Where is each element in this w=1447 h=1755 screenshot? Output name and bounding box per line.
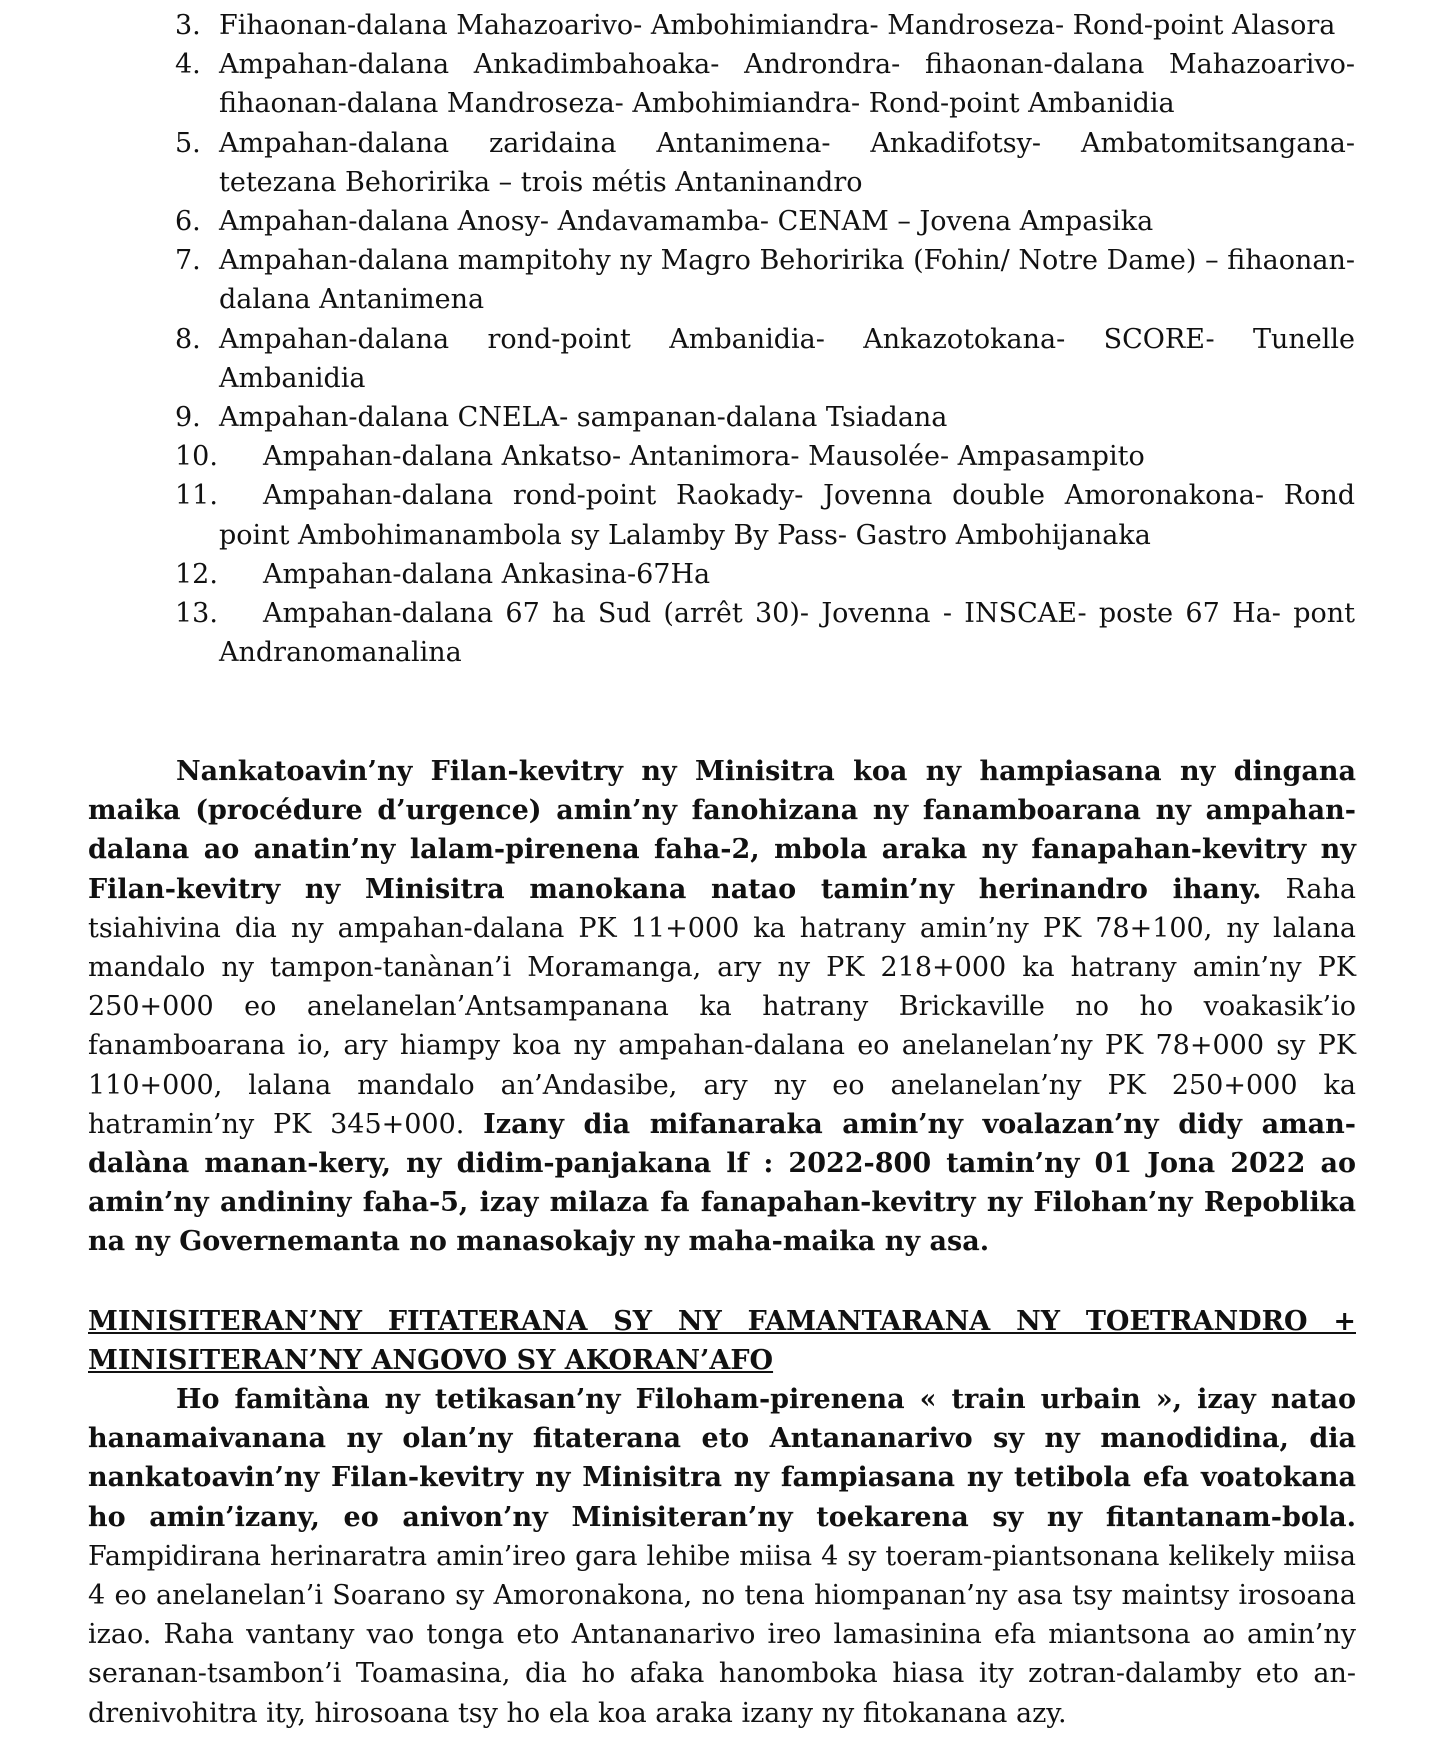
list-item (175, 241, 1355, 319)
list-item-text: Ampahan-dalana zaridaina Antanimena- Ankadifotsy- Ambatomitsangana- tetezana Behoririka – trois métis Antaninandro (219, 127, 1355, 198)
list-item-text: Ampahan-dalana Anosy- Andavamamba- CENAM – Jovena Ampasika (219, 206, 1154, 238)
list-item-text: Ampahan-dalana Ankadimbahoaka- Androndra- fihaonan-dalana Mahazoarivo- fihaonan-dalana Mandroseza- Ambohimiandra- Rond-point Ambanidia (219, 49, 1355, 120)
list-item (175, 202, 1355, 241)
list-item-number: 13. (175, 598, 218, 630)
list-item-number: 4. (175, 49, 201, 81)
list-item (175, 555, 1355, 594)
list-item (175, 45, 1355, 123)
list-item-text: Ampahan-dalana CNELA- sampanan-dalana Tsiadana (219, 402, 948, 434)
list-item-text: Ampahan-dalana rond-point Raokady- Jovenna double Amoronakona- Rond point Ambohimanambola sy Lalamby By Pass- Gastro Ambohijanaka (219, 480, 1355, 551)
list-item-number: 7. (175, 245, 201, 277)
list-item (175, 124, 1355, 202)
list-item-text: Ampahan-dalana mampitohy ny Magro Behoririka (Fohin/ Notre Dame) – fihaonan-dalana Antanimena (219, 245, 1355, 316)
list-item (175, 476, 1355, 554)
list-item-number: 9. (175, 402, 201, 434)
paragraph-train-urbain (88, 1380, 1356, 1733)
list-item-number: 10. (175, 441, 218, 473)
road-section-list (175, 6, 1355, 672)
list-item-number: 11. (175, 480, 218, 512)
paragraph-body: Fampidirana herinaratra amin’ireo gara lehibe miisa 4 sy toeram-piantsonana kelikely miisa 4 eo anelanelan’i Soarano sy Amoronakona, no tena hiompanan’ny asa tsy maintsy irosoana izao. Raha vantany vao tonga eto Antananarivo ireo lamasinina efa miantsona ao amin’ny seranan-tsambon’i Toamasina, dia ho afaka hanomboka hiasa ity zotran-dalamby eto an-drenivohitra ity, hirosoana tsy ho ela koa araka izany ny fitokanana azy. (88, 1540, 1356, 1729)
list-item-number: 3. (175, 10, 201, 41)
paragraph-body: Raha tsiahivina dia ny ampahan-dalana PK 11+000 ka hatrany amin’ny PK 78+100, ny lalana mandalo ny tampon-tanànan’i Moramanga, ary ny PK 218+000 ka hatrany amin’ny PK 250+000 eo anelanelan’Antsampanana ka hatrany Brickaville no ho voakasik’io fanamboarana io, ary hiampy koa ny ampahan-dalana eo anelanelan’ny PK 78+000 sy PK 110+000, lalana mandalo an’Andasibe, ary ny eo anelanelan’ny PK 250+000 ka hatramin’ny PK 345+000. (88, 873, 1356, 1140)
list-item-text: Ampahan-dalana Ankasina-67Ha (263, 558, 711, 590)
list-item-text: Ampahan-dalana 67 ha Sud (arrêt 30)- Jovenna - INSCAE- poste 67 Ha- pont Andranomanalina (219, 598, 1355, 669)
list-item-number: 6. (175, 206, 201, 238)
paragraph-bold-intro: Nankatoavin’ny Filan-kevitry ny Minisitra koa ny hampiasana ny dingana maika (procédure d’urgence) amin’ny fanohizana ny fanamboarana ny ampahan-dalana ao anatin’ny lalam-pirenena faha-2, mbola araka ny fanapahan-kevitry ny Filan-kevitry ny Minisitra manokana natao tamin’ny herinandro ihany. (88, 756, 1356, 905)
paragraph-bold-intro: Ho famitàna ny tetikasan’ny Filoham-pirenena « train urbain », izay natao hanamaivanana ny olan’ny fitaterana eto Antananarivo sy ny manodidina, dia nankatoavin’ny Filan-kevitry ny Minisitra ny fampiasana ny tetibola efa voatokana ho amin’izany, eo anivon’ny Minisiteran’ny toekarena sy ny fitantanam-bola. (88, 1384, 1356, 1533)
list-item-text: Ampahan-dalana Ankatso- Antanimora- Mausolée- Ampasampito (263, 441, 1145, 473)
list-item-text: Fihaonan-dalana Mahazoarivo- Ambohimiandra- Mandroseza- Rond-point Alasora (219, 10, 1336, 41)
list-item (175, 437, 1355, 476)
list-item (175, 320, 1355, 398)
list-item (175, 6, 1355, 45)
list-item-text: Ampahan-dalana rond-point Ambanidia- Ankazotokana- SCORE- Tunelle Ambanidia (219, 323, 1355, 394)
paragraph-bold-outro: Izany dia mifanaraka amin’ny voalazan’ny didy aman-dalàna manan-kery, ny didim-panjakana lf : 2022-800 tamin’ny 01 Jona 2022 ao amin’ny andininy faha-5, izay milaza fa fanapahan-kevitry ny Filohan’ny Repoblika na ny Governemanta no manasokajy ny maha-maika ny asa. (88, 1108, 1356, 1258)
list-item (175, 594, 1355, 672)
list-item-number: 5. (175, 127, 201, 159)
list-item-number: 12. (175, 558, 218, 590)
section-heading: MINISITERAN’NY FITATERANA SY NY FAMANTARANA NY TOETRANDRO + MINISITERAN’NY ANGOVO SY AKORAN’AFO (88, 1306, 1356, 1377)
paragraph-urgent-procedure (88, 752, 1356, 1262)
list-item (175, 398, 1355, 437)
list-item-number: 8. (175, 323, 201, 355)
